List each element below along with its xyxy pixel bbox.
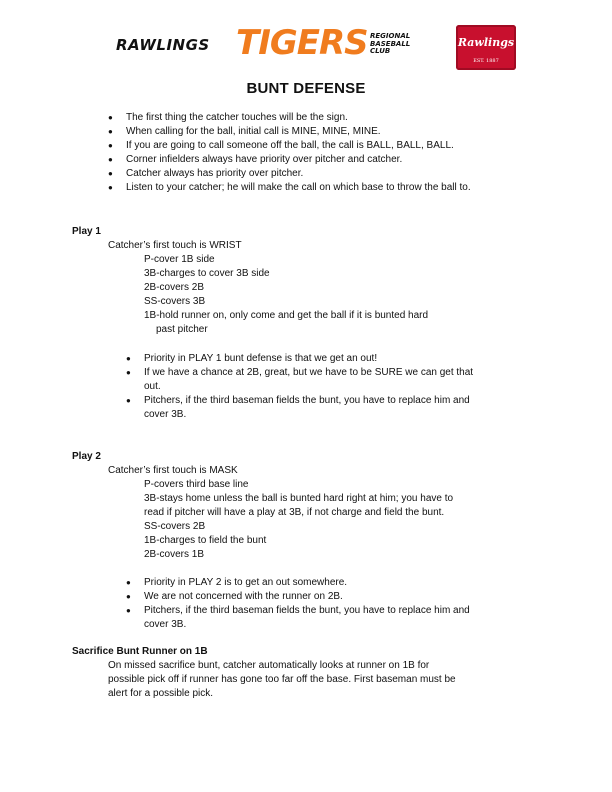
play1-bullet-continuation: out. bbox=[144, 381, 161, 392]
page-title: BUNT DEFENSE bbox=[246, 80, 366, 97]
bullet-icon: ● bbox=[108, 169, 113, 178]
play1-assignment: 3B-charges to cover 3B side bbox=[144, 268, 270, 279]
play2-bullet: ● Priority in PLAY 2 is to get an out somewhere. bbox=[126, 577, 348, 588]
play2-assignment: 3B-stays home unless the ball is bunted hard right at him; you have to bbox=[144, 493, 454, 504]
intro-bullet: ● Listen to your catcher; he will make the call on which base to throw the ball to. bbox=[108, 182, 471, 193]
intro-bullet: ● If you are going to call someone off the ball, the call is BALL, BALL, BALL. bbox=[108, 140, 454, 151]
play1-assignment: 2B-covers 2B bbox=[144, 282, 205, 293]
bullet-icon: ● bbox=[126, 354, 131, 363]
play1-assignment: past pitcher bbox=[156, 324, 208, 335]
play1-heading: Play 1 bbox=[72, 226, 101, 237]
bullet-icon: ● bbox=[108, 183, 113, 192]
club-subtitle-line: CLUB bbox=[370, 47, 391, 55]
bullet-icon: ● bbox=[126, 606, 131, 615]
bullet-icon: ● bbox=[108, 113, 113, 122]
play2-touch: Catcher’s first touch is MASK bbox=[108, 465, 238, 476]
play2-assignment: 1B-charges to field the bunt bbox=[144, 535, 267, 546]
play2-bullet: ● We are not concerned with the runner on 2B. bbox=[126, 591, 343, 602]
sacrifice-line: alert for a possible pick. bbox=[108, 688, 214, 699]
bullet-icon: ● bbox=[126, 592, 131, 601]
badge-script-text: Rawlings bbox=[457, 36, 515, 49]
tigers-wordmark: TIGERS bbox=[236, 23, 368, 63]
play1-bullet-continuation: cover 3B. bbox=[144, 409, 187, 420]
club-subtitle-line: REGIONAL bbox=[370, 32, 411, 40]
letterhead bbox=[0, 22, 612, 72]
intro-bullet: ● The first thing the catcher touches will be the sign. bbox=[108, 112, 348, 123]
rawlings-badge-logo bbox=[456, 25, 516, 70]
bullet-icon: ● bbox=[108, 141, 113, 150]
play1-assignment: P-cover 1B side bbox=[144, 254, 215, 265]
play1-bullet: ● Pitchers, if the third baseman fields the bunt, you have to replace him and bbox=[126, 395, 470, 406]
play2-bullet: ● Pitchers, if the third baseman fields the bunt, you have to replace him and bbox=[126, 605, 470, 616]
play1-bullet: ● Priority in PLAY 1 bunt defense is that we get an out! bbox=[126, 353, 378, 364]
club-subtitle bbox=[370, 33, 410, 56]
intro-bullet: ● When calling for the ball, initial call is MINE, MINE, MINE. bbox=[108, 126, 381, 137]
bullet-icon: ● bbox=[108, 155, 113, 164]
play2-assignment: P-covers third base line bbox=[144, 479, 249, 490]
play1-bullet: ● If we have a chance at 2B, great, but we have to be SURE we can get that bbox=[126, 367, 474, 378]
club-subtitle-line: BASEBALL bbox=[370, 39, 411, 48]
badge-est-text: EST. 1887 bbox=[473, 58, 499, 64]
play2-assignment: 2B-covers 1B bbox=[144, 549, 205, 560]
intro-bullet: ● Corner infielders always have priority over pitcher and catcher. bbox=[108, 154, 403, 165]
play2-heading: Play 2 bbox=[72, 451, 101, 462]
play1-assignment: 1B-hold runner on, only come and get the ball if it is bunted hard bbox=[144, 310, 429, 321]
intro-bullet: ● Catcher always has priority over pitcher. bbox=[108, 168, 304, 179]
sacrifice-heading: Sacrifice Bunt Runner on 1B bbox=[72, 646, 208, 657]
play1-assignment: SS-covers 3B bbox=[144, 296, 206, 307]
play2-assignment: read if pitcher will have a play at 3B, if not charge and field the bunt. bbox=[144, 507, 445, 518]
bullet-icon: ● bbox=[126, 368, 131, 377]
play2-assignment: SS-covers 2B bbox=[144, 521, 206, 532]
bullet-icon: ● bbox=[126, 396, 131, 405]
play1-touch: Catcher’s first touch is WRIST bbox=[108, 240, 242, 251]
bullet-icon: ● bbox=[108, 127, 113, 136]
rawlings-wordmark: RAWLINGS bbox=[116, 36, 210, 54]
bullet-icon: ● bbox=[126, 578, 131, 587]
sacrifice-line: possible pick off if runner has gone too far off the base. First baseman must be bbox=[108, 674, 456, 685]
sacrifice-line: On missed sacrifice bunt, catcher automatically looks at runner on 1B for bbox=[108, 660, 430, 671]
play2-bullet-continuation: cover 3B. bbox=[144, 619, 187, 630]
